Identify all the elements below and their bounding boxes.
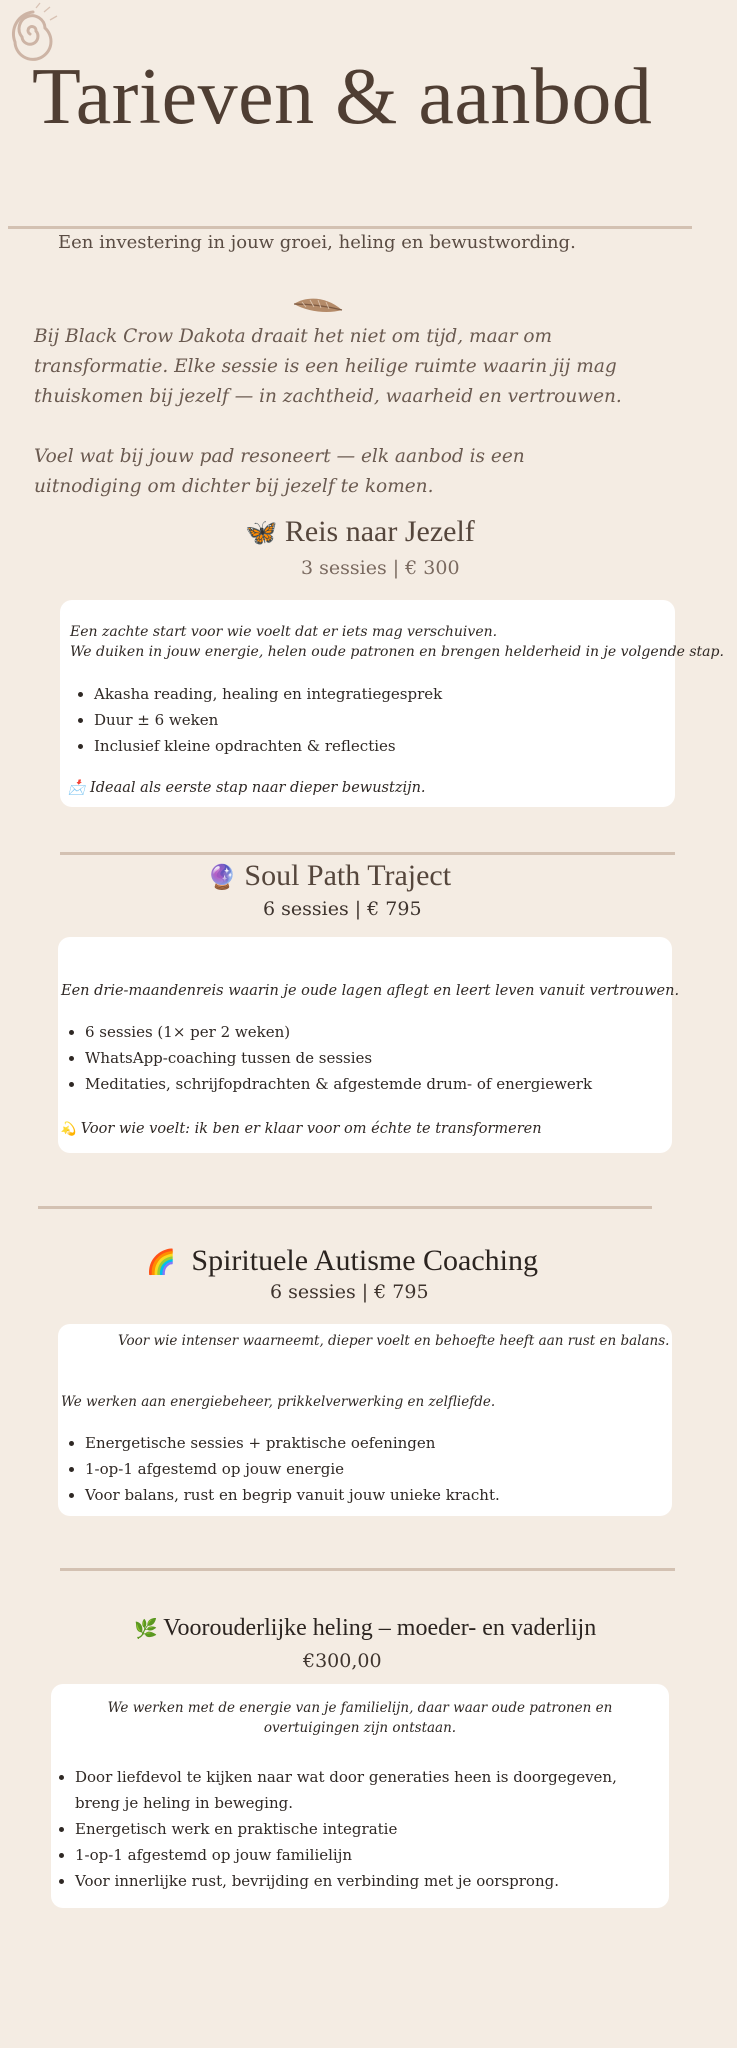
offer-4-intro: We werken met de energie van je familielijn, daar waar oude patronen en overtuigingen zijn ontstaan. — [107, 1700, 613, 1736]
offer-4-list — [51, 1764, 665, 1894]
offer-1-intro-line-1: Een zachte start voor wie voelt dat er iets mag verschuiven. — [70, 624, 498, 640]
list-item: • Voor balans, rust en begrip vanuit jouw unieke kracht. — [85, 1482, 500, 1508]
offer-2-title: Soul Path Traject — [244, 859, 452, 892]
envelope-icon: 📩 — [68, 780, 86, 796]
list-item: • Voor innerlijke rust, bevrijding en verbinding met je oorsprong. — [75, 1868, 665, 1894]
offer-4-price: €300,00 — [303, 1650, 382, 1672]
offer-2-intro: Een drie-maandenreis waarin je oude lagen aflegt en leert leven vanuit vertrouwen. — [61, 983, 680, 999]
crystal-ball-icon: 🔮 — [207, 863, 237, 891]
list-item: • Akasha reading, healing en integratiegesprek — [94, 681, 442, 707]
offer-3-price: 6 sessies | € 795 — [270, 1281, 429, 1303]
list-item: • Energetisch werk en praktische integratie — [75, 1816, 665, 1842]
offer-1-list — [70, 681, 442, 759]
offer-3-intro-line-2: We werken aan energiebeheer, prikkelverwerking en zelfliefde. — [61, 1394, 496, 1410]
offer-3-list — [61, 1430, 500, 1508]
offer-2-list — [61, 1019, 592, 1097]
offer-2-title-row — [207, 859, 451, 893]
offer-2-note — [60, 1121, 542, 1137]
section-divider — [60, 1568, 675, 1571]
offer-1-note-text: Ideaal als eerste stap naar dieper bewustzijn. — [90, 780, 426, 796]
butterfly-icon: 🦋 — [245, 518, 278, 548]
list-item: • WhatsApp-coaching tussen de sessies — [85, 1045, 592, 1071]
offer-3-intro-line-1: Voor wie intenser waarneemt, dieper voelt en behoefte heeft aan rust en balans. — [118, 1333, 670, 1349]
list-item: • Meditaties, schrijfopdrachten & afgestemde drum- of energiewerk — [85, 1071, 592, 1097]
offer-2-card — [58, 937, 680, 1153]
list-item: • 6 sessies (1× per 2 weken) — [85, 1019, 592, 1045]
herb-icon: 🌿 — [134, 1618, 158, 1640]
offer-4-card — [51, 1684, 669, 1908]
offer-1-note — [68, 780, 426, 796]
offer-1-title: Reis naar Jezelf — [284, 515, 475, 548]
offer-2-price: 6 sessies | € 795 — [263, 898, 422, 920]
offer-1-intro-line-2: We duiken in jouw energie, helen oude patronen en brengen helderheid in je volgende stap. — [70, 644, 724, 660]
list-item: • 1-op-1 afgestemd op jouw energie — [85, 1456, 500, 1482]
page-title: Tarieven & aanbod — [32, 53, 653, 141]
page-subtitle: Een investering in jouw groei, heling en bewustwording. — [58, 232, 576, 253]
list-item: • 1-op-1 afgestemd op jouw familielijn — [75, 1842, 665, 1868]
offer-3-title-row — [146, 1244, 538, 1278]
intro-paragraph-2: Voel wat bij jouw pad resoneert — elk aanbod is een uitnodiging om dichter bij jezelf te komen. — [34, 446, 525, 497]
section-divider — [60, 852, 675, 855]
list-item: • Inclusief kleine opdrachten & reflecties — [94, 733, 442, 759]
list-item: • Energetische sessies + praktische oefeningen — [85, 1430, 500, 1456]
header-divider — [8, 226, 692, 229]
offer-1-card — [60, 600, 724, 807]
offer-3-card — [58, 1324, 672, 1516]
rainbow-icon: 🌈 — [146, 1248, 176, 1276]
sparkle-icon: 💫 — [60, 1122, 77, 1137]
offer-2-note-text: Voor wie voelt: ik ben er klaar voor om échte te transformeren — [80, 1121, 542, 1137]
offer-1-title-row — [245, 515, 475, 549]
offer-4-title: Voorouderlijke heling – moeder- en vaderlijn — [163, 1615, 597, 1641]
offer-4-title-row — [134, 1615, 596, 1642]
intro-paragraph-1: Bij Black Crow Dakota draait het niet om tijd, maar om transformatie. Elke sessie is een heilige ruimte waarin jij mag thuiskomen bij jezelf — in zachtheid, waarheid en vertrouwen. — [34, 326, 622, 407]
list-item: • Door liefdevol te kijken naar wat door generaties heen is doorgegeven, breng je heling in beweging. — [75, 1764, 665, 1816]
feather-icon — [292, 294, 344, 318]
section-divider — [38, 1206, 652, 1209]
list-item: • Duur ± 6 weken — [94, 707, 442, 733]
offer-3-title: Spirituele Autisme Coaching — [191, 1244, 539, 1277]
offer-1-price: 3 sessies | € 300 — [301, 557, 460, 579]
